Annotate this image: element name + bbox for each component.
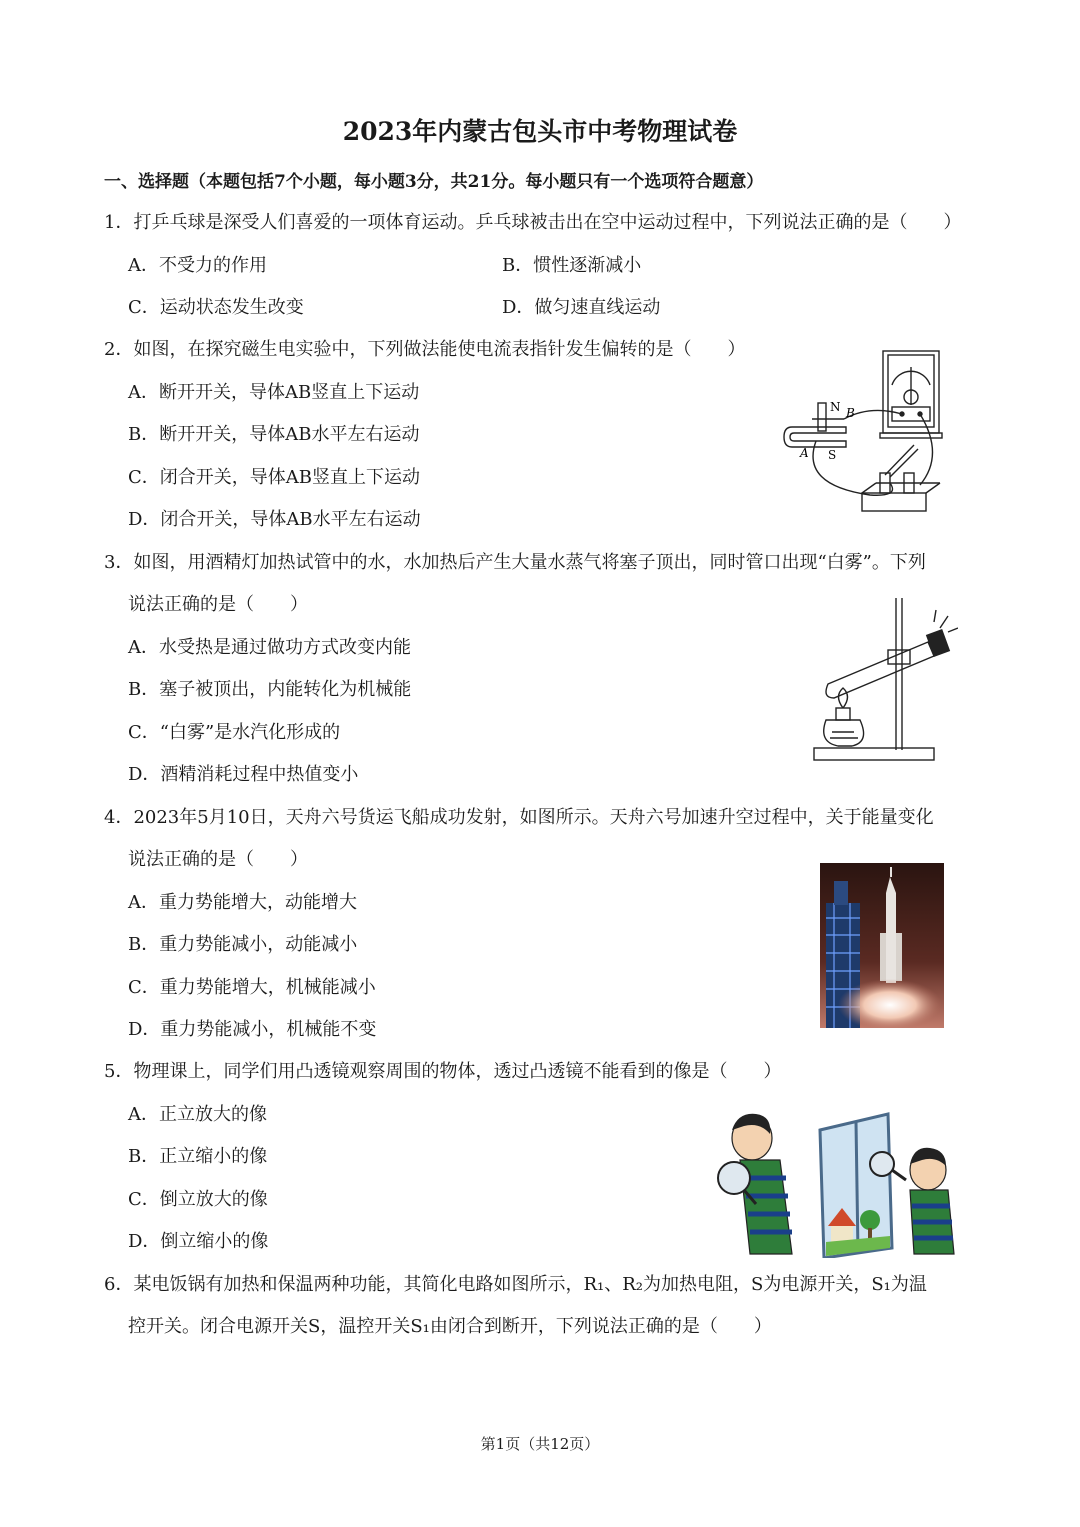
alcohol-lamp bbox=[824, 720, 864, 746]
question-3-stem-line-2: 说法正确的是（ ） bbox=[128, 594, 308, 615]
page-title: 2023年内蒙古包头市中考物理试卷 bbox=[342, 117, 738, 146]
question-4-stem-line-1: 4．2023年5月10日，天舟六号货运飞船成功发射，如图所示。天舟六号加速升空过程中，关于能量变化 bbox=[104, 807, 934, 828]
question-2-option-c: C．闭合开关，导体AB竖直上下运动 bbox=[128, 467, 420, 488]
label-s: S bbox=[828, 448, 837, 462]
question-4-stem-line-2: 说法正确的是（ ） bbox=[128, 849, 308, 870]
label-a: A bbox=[800, 446, 809, 460]
section-heading: 一、选择题（本题包括7个小题，每小题3分，共21分。每小题只有一个选项符合题意） bbox=[104, 172, 764, 192]
label-n: N bbox=[830, 400, 841, 414]
question-5-option-d: D．倒立缩小的像 bbox=[128, 1231, 269, 1252]
question-3-option-a: A．水受热是通过做功方式改变内能 bbox=[128, 637, 411, 658]
question-5-option-b: B．正立缩小的像 bbox=[128, 1146, 268, 1167]
question-5-stem: 5．物理课上，同学们用凸透镜观察周围的物体，透过凸透镜不能看到的像是（ ） bbox=[104, 1061, 782, 1082]
question-2-stem: 2．如图，在探究磁生电实验中，下列做法能使电流表指针发生偏转的是（ ） bbox=[104, 339, 746, 360]
question-5-option-a: A．正立放大的像 bbox=[128, 1104, 267, 1125]
question-6-stem-line-1: 6．某电饭锅有加热和保温两种功能，其简化电路如图所示，R₁、R₂为加热电阻，S为电源开关，S₁为温 bbox=[104, 1274, 927, 1295]
question-2-option-d: D．闭合开关，导体AB水平左右运动 bbox=[128, 509, 421, 530]
question-1-option-b: B．惯性逐渐减小 bbox=[502, 255, 642, 276]
question-1-option-c: C．运动状态发生改变 bbox=[128, 297, 304, 318]
question-4-option-d: D．重力势能减小，机械能不变 bbox=[128, 1019, 377, 1040]
question-2-option-a: A．断开开关，导体AB竖直上下运动 bbox=[128, 382, 420, 403]
window-frame bbox=[820, 1114, 892, 1258]
question-1-stem: 1．打乒乓球是深受人们喜爱的一项体育运动。乒乓球被击出在空中运动过程中，下列说法正确的是（ ） bbox=[104, 212, 962, 233]
question-1-option-a: A．不受力的作用 bbox=[128, 255, 267, 276]
convex-lens-students-figure bbox=[710, 1108, 960, 1258]
question-3-option-b: B．塞子被顶出，内能转化为机械能 bbox=[128, 679, 412, 700]
induction-apparatus-figure bbox=[780, 345, 950, 520]
question-4-option-c: C．重力势能增大，机械能减小 bbox=[128, 977, 376, 998]
question-3-option-c: C．“白雾”是水汽化形成的 bbox=[128, 722, 341, 743]
question-3-stem-line-1: 3．如图，用酒精灯加热试管中的水，水加热后产生大量水蒸气将塞子顶出，同时管口出现“白雾”。下列 bbox=[104, 552, 926, 573]
question-3-option-d: D．酒精消耗过程中热值变小 bbox=[128, 764, 359, 785]
question-1-option-d: D．做匀速直线运动 bbox=[502, 297, 661, 318]
question-5-option-c: C．倒立放大的像 bbox=[128, 1189, 268, 1210]
student-left bbox=[718, 1114, 792, 1254]
label-b: B bbox=[846, 406, 855, 420]
question-6-stem-line-2: 控开关。闭合电源开关S，温控开关S₁由闭合到断开，下列说法正确的是（ ） bbox=[128, 1316, 772, 1337]
question-2-option-b: B．断开开关，导体AB水平左右运动 bbox=[128, 424, 420, 445]
rocket-launch-photo bbox=[820, 863, 944, 1028]
page-footer: 第1页（共12页） bbox=[480, 1435, 600, 1453]
question-4-option-a: A．重力势能增大，动能增大 bbox=[128, 892, 357, 913]
test-tube-heating-figure bbox=[808, 592, 958, 767]
question-4-option-b: B．重力势能减小，动能减小 bbox=[128, 934, 358, 955]
